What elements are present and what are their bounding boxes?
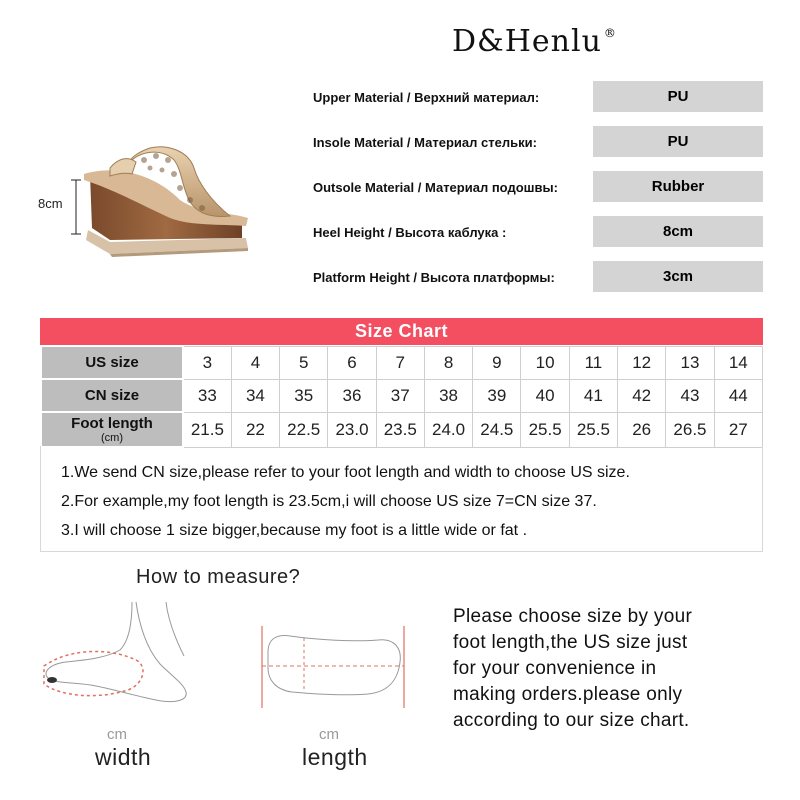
advice-line-3: for your convenience in bbox=[453, 658, 657, 679]
product-image bbox=[70, 130, 260, 280]
spec-label-platform-height: Platform Height / Высота платформы: bbox=[313, 270, 555, 285]
size-cell: 38 bbox=[424, 379, 472, 412]
size-cell: 8 bbox=[424, 346, 472, 379]
brand-logo bbox=[452, 24, 617, 59]
spec-value-insole: PU bbox=[593, 126, 763, 157]
advice-line-1: Please choose size by your bbox=[453, 606, 693, 627]
size-row-header bbox=[41, 412, 183, 447]
size-cell: 26.5 bbox=[666, 412, 714, 447]
size-advice bbox=[453, 604, 773, 734]
size-notes bbox=[40, 446, 763, 552]
size-cell: 37 bbox=[376, 379, 424, 412]
registered-mark: ® bbox=[603, 26, 617, 40]
foot-width-illustration bbox=[36, 600, 206, 710]
size-cell: 6 bbox=[328, 346, 376, 379]
size-cell: 43 bbox=[666, 379, 714, 412]
size-row-header-label: US size bbox=[85, 353, 139, 371]
advice-line-4: making orders.please only bbox=[453, 684, 683, 705]
spec-value-upper: PU bbox=[593, 81, 763, 112]
size-row bbox=[41, 412, 763, 447]
size-cell: 44 bbox=[714, 379, 762, 412]
width-unit: cm bbox=[107, 726, 127, 743]
spec-value-outsole: Rubber bbox=[593, 171, 763, 202]
size-cell: 23.5 bbox=[376, 412, 424, 447]
size-cell: 24.0 bbox=[424, 412, 472, 447]
size-cell: 24.5 bbox=[473, 412, 521, 447]
size-cell: 26 bbox=[618, 412, 666, 447]
note-2: 2.For example,my foot length is 23.5cm,i will choose US size 7=CN size 37. bbox=[61, 493, 597, 510]
size-cell: 11 bbox=[569, 346, 617, 379]
size-cell: 41 bbox=[569, 379, 617, 412]
size-cell: 33 bbox=[183, 379, 231, 412]
size-cell: 21.5 bbox=[183, 412, 231, 447]
size-cell: 9 bbox=[473, 346, 521, 379]
height-dimension-label: 8cm bbox=[38, 196, 63, 211]
spec-label-heel-height: Heel Height / Высота каблука : bbox=[313, 225, 507, 240]
size-cell: 22.5 bbox=[280, 412, 328, 447]
foot-length-illustration bbox=[258, 622, 418, 718]
size-cell: 12 bbox=[618, 346, 666, 379]
size-row-header-unit: (cm) bbox=[101, 431, 123, 444]
size-cell: 35 bbox=[280, 379, 328, 412]
size-cell: 13 bbox=[666, 346, 714, 379]
size-cell: 5 bbox=[280, 346, 328, 379]
size-cell: 39 bbox=[473, 379, 521, 412]
spec-label-insole: Insole Material / Материал стельки: bbox=[313, 135, 537, 150]
size-row-header-label: CN size bbox=[84, 386, 140, 404]
size-row bbox=[41, 346, 763, 379]
size-cell: 36 bbox=[328, 379, 376, 412]
size-cell: 34 bbox=[231, 379, 279, 412]
size-cell: 3 bbox=[183, 346, 231, 379]
size-cell: 4 bbox=[231, 346, 279, 379]
size-chart-title: Size Chart bbox=[40, 318, 763, 345]
advice-line-2: foot length,the US size just bbox=[453, 632, 688, 653]
note-1: 1.We send CN size,please refer to your foot length and width to choose US size. bbox=[61, 464, 630, 481]
spec-label-outsole: Outsole Material / Материал подошвы: bbox=[313, 180, 558, 195]
size-cell: 40 bbox=[521, 379, 569, 412]
size-cell: 23.0 bbox=[328, 412, 376, 447]
size-cell: 27 bbox=[714, 412, 762, 447]
size-row-header-label: Foot length bbox=[71, 414, 153, 432]
spec-value-platform-height: 3cm bbox=[593, 261, 763, 292]
height-dimension-marker bbox=[70, 178, 82, 236]
note-3: 3.I will choose 1 size bigger,because my foot is a little wide or fat . bbox=[61, 522, 528, 539]
size-row-header bbox=[41, 379, 183, 412]
size-row-header bbox=[41, 346, 183, 379]
brand-name: D&Henlu bbox=[452, 24, 602, 59]
size-cell: 14 bbox=[714, 346, 762, 379]
size-chart-table bbox=[40, 345, 763, 448]
size-cell: 10 bbox=[521, 346, 569, 379]
size-cell: 7 bbox=[376, 346, 424, 379]
length-unit: cm bbox=[319, 726, 339, 743]
size-cell: 25.5 bbox=[569, 412, 617, 447]
size-cell: 42 bbox=[618, 379, 666, 412]
spec-value-heel-height: 8cm bbox=[593, 216, 763, 247]
advice-line-5: according to our size chart. bbox=[453, 710, 690, 731]
length-label: length bbox=[302, 744, 368, 770]
size-cell: 25.5 bbox=[521, 412, 569, 447]
size-cell: 22 bbox=[231, 412, 279, 447]
size-row bbox=[41, 379, 763, 412]
how-to-measure-title: How to measure? bbox=[136, 566, 301, 588]
spec-label-upper: Upper Material / Верхний материал: bbox=[313, 90, 540, 105]
width-label: width bbox=[95, 744, 152, 770]
